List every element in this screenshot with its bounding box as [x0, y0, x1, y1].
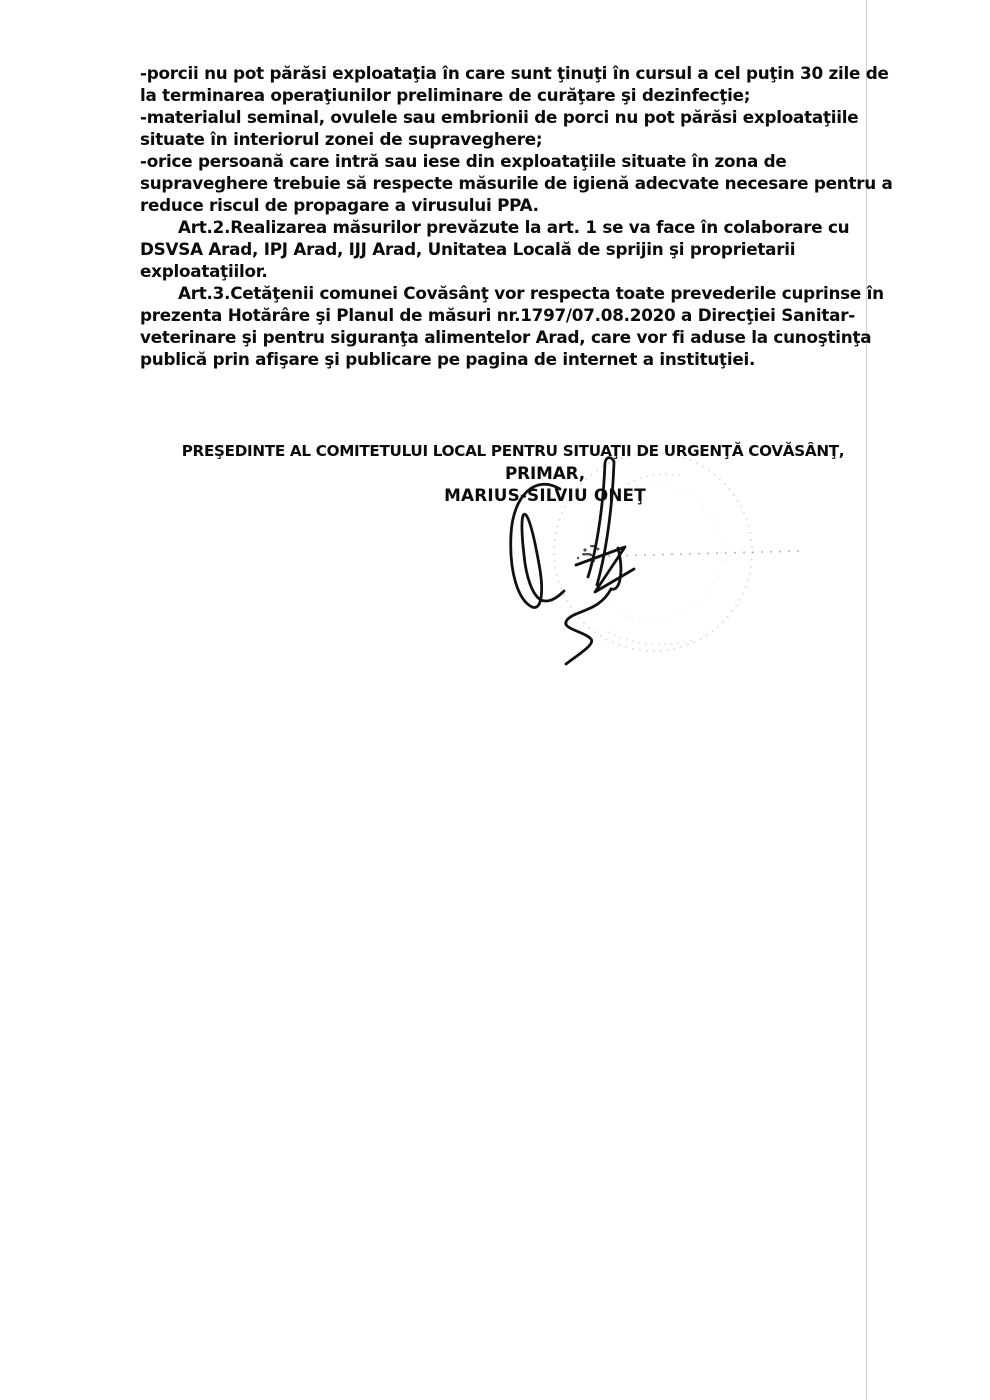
signature-and-stamp-area — [478, 452, 823, 672]
document-line: Art.2.Realizarea măsurilor prevăzute la art. 1 se va face în colaborare cu — [178, 217, 850, 237]
document-line: la terminarea operaţiunilor preliminare de curăţare şi dezinfecţie; — [140, 85, 751, 105]
document-line: veterinare şi pentru siguranţa alimentelor Arad, care vor fi aduse la cunoştinţa — [140, 327, 872, 347]
document-line: supraveghere trebuie să respecte măsurile de igienă adecvate necesare pentru a — [140, 173, 893, 193]
signature-title-line: PREŞEDINTE AL COMITETULUI LOCAL PENTRU SITUAŢII DE URGENŢĂ COVĂSÂNŢ, — [181, 442, 845, 460]
document-line: prezenta Hotărâre şi Planul de măsuri nr.1797/07.08.2020 a Direcţiei Sanitar- — [140, 305, 855, 325]
document-line: publică prin afişare şi publicare pe pagina de internet a instituţiei. — [140, 349, 756, 369]
document-line: exploataţiilor. — [140, 261, 268, 281]
document-line: -materialul seminal, ovulele sau embrionii de porci nu pot părăsi exploataţiile — [140, 107, 859, 127]
document-line: -porcii nu pot părăsi exploataţia în care sunt ţinuţi în cursul a cel puţin 30 zile de — [140, 63, 889, 83]
round-stamp-icon — [554, 453, 800, 651]
signature-name-line: MARIUS-SILVIU ONEŢ — [444, 485, 646, 505]
signature-role-line: PRIMAR, — [504, 463, 586, 483]
handwritten-signature — [511, 458, 634, 664]
document-body — [140, 62, 960, 370]
document-line: situate în interiorul zonei de supraveghere; — [140, 129, 543, 149]
document-line: DSVSA Arad, IPJ Arad, IJJ Arad, Unitatea Locală de sprijin şi proprietarii — [140, 239, 796, 259]
document-line: -orice persoană care intră sau iese din exploataţiile situate în zona de — [140, 151, 787, 171]
document-line: reduce riscul de propagare a virusului PPA. — [140, 195, 539, 215]
document-line: Art.3.Cetăţenii comunei Covăsânţ vor respecta toate prevederile cuprinse în — [178, 283, 884, 303]
